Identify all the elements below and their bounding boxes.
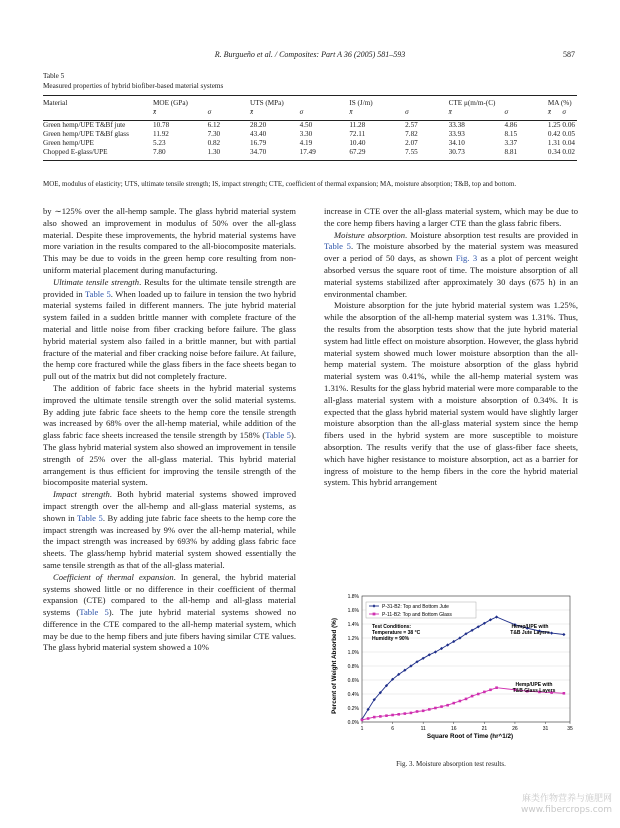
data-point bbox=[385, 714, 388, 717]
sub-mean: x̄ bbox=[547, 108, 552, 117]
table-cell: 3.37 bbox=[504, 139, 518, 148]
table-cell: 4.50 bbox=[299, 120, 313, 129]
data-point bbox=[562, 633, 565, 636]
table-cell: 30.73 bbox=[448, 148, 465, 157]
col-cte: CTE μ(m/m-(C) bbox=[448, 99, 496, 107]
data-point bbox=[422, 710, 425, 713]
sub-sd: σ bbox=[504, 108, 509, 117]
table-cell: 0.04 bbox=[562, 139, 575, 148]
x-tick-label: 21 bbox=[481, 726, 488, 732]
data-point bbox=[563, 692, 566, 695]
table-cell: 16.79 bbox=[250, 139, 267, 148]
data-point bbox=[483, 691, 486, 694]
data-point bbox=[434, 707, 437, 710]
table-cell: 3.30 bbox=[299, 129, 313, 138]
paragraph-text: . Moisture absorption test results are provided in bbox=[405, 229, 579, 240]
x-tick-label: 11 bbox=[420, 726, 426, 732]
properties-table bbox=[43, 95, 577, 161]
table-row bbox=[43, 130, 577, 139]
table-cell: Green hemp/UPE T&Bf jute bbox=[43, 120, 126, 129]
test-conditions-title: Test Conditions: bbox=[372, 624, 412, 630]
y-tick-label: 1.0% bbox=[347, 649, 359, 656]
data-point bbox=[373, 716, 376, 719]
paragraph-text: ). The glass hybrid material system also showed an improvement in tensile strength of 25% over the all-glass material. This hybrid material arrangement is thus efficient for improving the tensile strength of the biocomposite material system. bbox=[43, 430, 296, 488]
data-point bbox=[361, 719, 364, 722]
data-point bbox=[416, 710, 419, 713]
left-column bbox=[43, 206, 296, 654]
table-cell: 33.93 bbox=[448, 129, 465, 138]
data-point bbox=[495, 686, 498, 689]
table-cell: 0.42 bbox=[547, 129, 561, 138]
table-cell: 7.82 bbox=[405, 129, 418, 138]
table-header-row bbox=[43, 96, 577, 108]
data-point bbox=[410, 712, 413, 715]
table-row bbox=[43, 148, 577, 157]
annotation-jute-line1: Hemp/UPE with bbox=[511, 624, 549, 630]
table-link[interactable]: Table 5 bbox=[265, 430, 291, 441]
annotation-glass-line2: T&B Glass Layers bbox=[512, 688, 556, 694]
section-run-in-heading: Coefficient of thermal expansion bbox=[53, 571, 174, 582]
y-tick-label: 0.8% bbox=[347, 663, 359, 670]
paragraph: Moisture absorption for the jute hybrid material system was 1.25%, while the absorption of the all-hemp material system was 1.31%. Thus, the results from the absorption tests show that the jute hybrid material system had little effect on moisture absorption. However, the glass hybrid material system showed much lower moisture absorption than the all-hemp material system. The moisture absorption of the glass hybrid material system was 0.41%, while the all-hemp material system was 1.31%. Results for the glass hybrid material were more comparable to the all-glass material system with a moisture absorption of 0.34%. It is expected that the glass hybrid material system would have slightly larger moisture absorption than the all-glass material system since the hemp fibers used in the hybrid system are more susceptible to moisture absorption. The results verify that the use of glass-fiber face sheets, which have higher resistance to moisture absorption, act as a barrier for ingress of moisture to the hemp fibers in the core the hybrid material system. This hybrid arrangement bbox=[324, 300, 578, 488]
data-point bbox=[550, 632, 553, 635]
col-material: Material bbox=[43, 99, 68, 107]
paragraph bbox=[43, 489, 296, 572]
table-cell: 17.49 bbox=[299, 148, 316, 157]
table-footnote: MOE, modulus of elasticity; UTS, ultimate tensile strength; IS, impact strength; CTE, coefficient of thermal expansion; MA, moisture absorption; T&B, top and bottom. bbox=[43, 180, 517, 188]
legend-marker-square bbox=[373, 613, 376, 616]
x-tick-label: 1 bbox=[360, 726, 364, 732]
data-point bbox=[452, 702, 455, 705]
figure-caption: Fig. 3. Moisture absorption test results. bbox=[396, 760, 506, 768]
sub-sd: σ bbox=[562, 108, 566, 117]
sub-mean: x̄ bbox=[349, 108, 353, 117]
watermark bbox=[521, 794, 612, 816]
data-point bbox=[367, 717, 370, 720]
table-link[interactable]: Table 5 bbox=[85, 288, 111, 299]
table-cell: 43.40 bbox=[250, 129, 267, 138]
legend-entry-jute: P-31-B2: Top and Bottom Jute bbox=[382, 604, 449, 610]
paragraph-text: . In general, the hybrid material systems showed little or no difference in their coefficient of thermal expansion (CTE) compared to the all-hemp and all-glass material systems ( bbox=[43, 571, 296, 618]
page-number: 587 bbox=[563, 50, 575, 59]
col-moe: MOE (GPa) bbox=[153, 99, 188, 107]
table-cell: Chopped E-glass/UPE bbox=[43, 148, 108, 157]
col-is: IS (J/m) bbox=[349, 99, 373, 107]
paragraph bbox=[43, 572, 296, 655]
table-cell: 0.34 bbox=[547, 148, 561, 157]
table-cell: 1.30 bbox=[207, 148, 221, 157]
y-tick-label: 1.2% bbox=[347, 635, 359, 642]
section-run-in-heading: Moisture absorption bbox=[334, 229, 406, 240]
section-run-in-heading: Impact strength bbox=[53, 489, 110, 500]
sub-mean: x̄ bbox=[250, 108, 254, 117]
table-cell: 2.07 bbox=[405, 139, 418, 148]
y-tick-label: 1.4% bbox=[347, 621, 359, 628]
table-cell: 10.78 bbox=[153, 120, 170, 129]
y-tick-label: 1.8% bbox=[347, 593, 359, 600]
annotation-jute-line2: T&B Jute Layers bbox=[510, 630, 550, 636]
table-cell: 33.38 bbox=[448, 120, 465, 129]
table-row bbox=[43, 139, 577, 148]
table-cell: 1.31 bbox=[547, 139, 561, 148]
y-tick-label: 0.2% bbox=[347, 705, 359, 712]
paragraph bbox=[324, 230, 578, 301]
data-point bbox=[471, 695, 474, 698]
paragraph-text: . By adding jute fabric face sheets to the hemp core the impact strength was increased by 9% over the all-hemp material, while the impact strength was increased by 693% by adding glass fabric face sheets. The glass/hemp hybrid material system showed essentially the same tensile strength as that of the all-glass material. bbox=[43, 512, 296, 570]
table-cell: 8.81 bbox=[504, 148, 518, 157]
table-cell: 72.11 bbox=[349, 129, 366, 138]
table-cell: Green hemp/UPE bbox=[43, 139, 94, 148]
y-axis-label: Percent of Weight Absorbed (%) bbox=[331, 618, 338, 714]
data-point bbox=[397, 713, 400, 716]
right-column bbox=[324, 206, 578, 489]
annotation-glass-line1: Hemp/UPE with bbox=[515, 682, 553, 688]
table-cell: 10.40 bbox=[349, 139, 366, 148]
table-cell: 7.30 bbox=[207, 129, 221, 138]
watermark-line1: 麻类作物营养与施肥网 bbox=[521, 794, 612, 804]
legend-entry-glass: P-11-B2: Top and Bottom Glass bbox=[382, 612, 452, 618]
test-conditions-temp: Temperature = 38 °C bbox=[372, 630, 421, 636]
col-uts: UTS (MPa) bbox=[250, 99, 284, 107]
data-point bbox=[428, 708, 431, 711]
data-point bbox=[489, 689, 492, 692]
table-cell: 0.02 bbox=[562, 148, 575, 157]
table-cell: 4.86 bbox=[504, 120, 518, 129]
table-cell: 67.29 bbox=[349, 148, 366, 157]
sub-mean: x̄ bbox=[153, 108, 157, 117]
x-tick-label: 16 bbox=[450, 726, 457, 732]
sub-sd: σ bbox=[207, 108, 212, 117]
table-cell: 4.19 bbox=[299, 139, 313, 148]
table-link[interactable]: Table 5 bbox=[324, 241, 351, 252]
paragraph-text: as a plot of percent weight absorbed versus the square root of time. The moisture absorption of all material systems stabilized after approximately 30 days (675 h) in an environmental chamber. bbox=[324, 253, 578, 299]
data-point bbox=[404, 712, 407, 715]
x-tick-label: 35 bbox=[567, 726, 573, 732]
data-point bbox=[379, 715, 382, 718]
x-tick-label: 6 bbox=[391, 726, 394, 732]
y-tick-label: 0.0% bbox=[347, 719, 359, 726]
sub-sd: σ bbox=[405, 108, 409, 117]
table-cell: 7.55 bbox=[405, 148, 418, 157]
table-cell: 11.28 bbox=[349, 120, 366, 129]
moisture-absorption-chart bbox=[324, 590, 578, 740]
table-cell: 0.82 bbox=[207, 139, 221, 148]
paragraph-text: The addition of fabric face sheets in the hybrid material systems improved the ultimate tensile strength over the solid material systems. By adding jute fabric face sheets to the hemp core the tensile strength was increased by 68% over the all-hemp material, while addition of the glass fabric face sheets increased the tensile strength by 158% ( bbox=[43, 382, 296, 441]
table-cell: 28.20 bbox=[250, 120, 267, 129]
section-run-in-heading: Ultimate tensile strength bbox=[53, 276, 140, 287]
paragraph: by ∼125% over the all-hemp sample. The glass hybrid material system also showed an improvement in modulus of 50% over the all-glass material. Despite these improvements, the hybrid material systems have more variation in the results compared to the all-biocomposite materials. This may be due to voids in the green hemp core resulting from non-uniform material placement during manufacturing. bbox=[43, 206, 296, 275]
table-cell: 2.57 bbox=[405, 120, 418, 129]
y-tick-label: 0.4% bbox=[347, 691, 359, 698]
table-link[interactable]: Table 5 bbox=[77, 512, 103, 523]
table-subheader-row bbox=[43, 108, 577, 120]
y-tick-label: 1.6% bbox=[347, 607, 359, 614]
x-tick-label: 31 bbox=[542, 726, 549, 732]
table-cell: 0.06 bbox=[562, 120, 575, 129]
sub-mean: x̄ bbox=[448, 108, 452, 117]
data-point bbox=[446, 704, 449, 707]
paragraph: increase in CTE over the all-glass material system, which may be due to the core hemp fibers having a larger CTE than the glass fabric fibers. bbox=[324, 206, 578, 228]
chart-svg bbox=[324, 590, 578, 740]
table-cell: 11.92 bbox=[153, 129, 169, 138]
data-point bbox=[495, 615, 498, 618]
y-tick-label: 0.6% bbox=[347, 677, 359, 684]
table-row bbox=[43, 121, 577, 130]
test-conditions-humidity: Humidity = 90% bbox=[372, 636, 410, 642]
table-cell: 34.70 bbox=[250, 148, 267, 157]
data-point bbox=[477, 693, 480, 696]
x-tick-label: 26 bbox=[512, 726, 518, 732]
figure-link[interactable]: Fig. 3 bbox=[455, 253, 478, 264]
data-point bbox=[459, 700, 462, 703]
table-label: Table 5 bbox=[43, 72, 65, 80]
table-cell: Green hemp/UPE T&Bf glass bbox=[43, 129, 129, 138]
data-point bbox=[465, 698, 468, 701]
table-cell: 1.25 bbox=[547, 120, 561, 129]
table-cell: 5.23 bbox=[153, 139, 166, 148]
sub-sd: σ bbox=[299, 108, 304, 117]
watermark-line2: www.fibercrops.com bbox=[521, 805, 612, 815]
table-link[interactable]: Table 5 bbox=[79, 607, 109, 618]
table-cell: 8.15 bbox=[504, 129, 518, 138]
table-cell: 6.12 bbox=[207, 120, 221, 129]
running-head: R. Burgueño et al. / Composites: Part A 36 (2005) 581–593 bbox=[214, 50, 406, 59]
table-caption bbox=[43, 72, 223, 91]
table-title: Measured properties of hybrid biofiber-based material systems bbox=[43, 81, 224, 90]
table-cell: 34.10 bbox=[448, 139, 465, 148]
paragraph-text: . Both hybrid material systems showed improved impact strength over the all-hemp and all-glass material systems, as shown in bbox=[43, 489, 296, 523]
paragraph-text: ). The jute hybrid material systems showed no difference in the CTE compared to the all-hemp material system, which may be due to the hemp fibers and jute fibers having similar CTE values. The glass hybrid material system showed a 10% bbox=[43, 607, 296, 653]
x-axis-label: Square Root of Time (hr^1/2) bbox=[426, 733, 514, 740]
paragraph-text: . The moisture absorbed by the material system was measured over a period of 50 days, as shown bbox=[324, 241, 578, 264]
paragraph-text: . When loaded up to failure in tension the two hybrid material systems failed in different manners. The jute hybrid material system failed in a sudden brittle manner with complete fracture of the material and little noise from fiber cracking before failure. The glass hybrid material system also failed in a brittle manner, but with partial fracture of the material and fiber cracking noise before failure. At failure, the hemp core fractured while the glass fibers in the face sheets began to pull out of the matrix but did not completely fracture. bbox=[43, 288, 296, 382]
chart-legend bbox=[366, 602, 476, 618]
paragraph-text: . Results for the ultimate tensile strength are provided in bbox=[43, 276, 296, 299]
data-point bbox=[440, 705, 443, 708]
paragraph bbox=[43, 383, 296, 489]
table-cell: 0.05 bbox=[562, 129, 575, 138]
data-point bbox=[391, 714, 394, 717]
paragraph bbox=[43, 277, 296, 383]
col-ma: MA (%) bbox=[547, 99, 572, 107]
table-cell: 7.80 bbox=[153, 148, 166, 157]
